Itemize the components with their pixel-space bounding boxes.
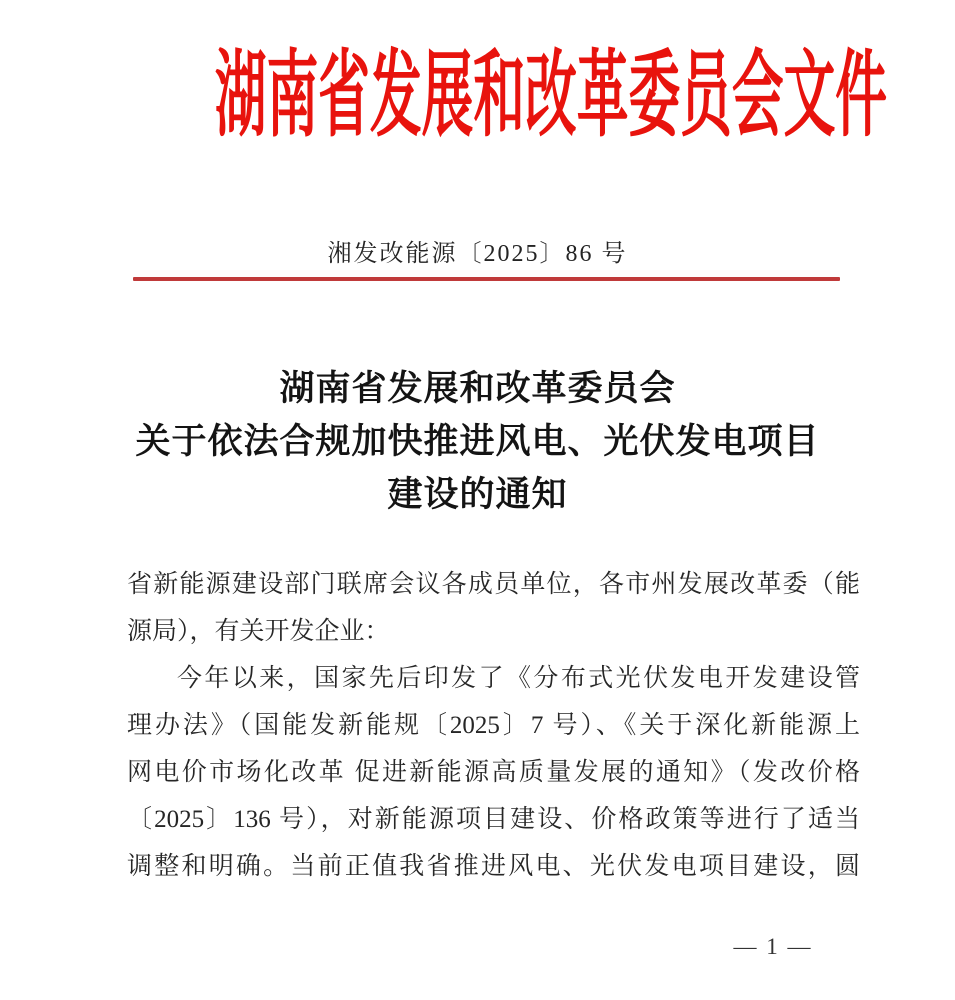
document-body <box>127 561 860 890</box>
body-line-paragraph-2: 理办法》（国能发新能规〔2025〕7 号）、《关于深化新能源上 <box>127 712 860 739</box>
body-line-addressee-2: 源局），有关开发企业： <box>127 618 390 645</box>
red-divider-line <box>133 277 840 281</box>
red-header-org-title: 湖南省发展和改革委员会文件 <box>214 44 887 148</box>
document-title-line-2: 关于依法合规加快推进风电、光伏发电项目 <box>135 422 820 461</box>
body-line-paragraph-3: 网电价市场化改革 促进新能源高质量发展的通知》（发改价格 <box>127 759 860 786</box>
body-line-paragraph-5: 调整和明确。当前正值我省推进风电、光伏发电项目建设，圆 <box>127 853 860 880</box>
body-line-paragraph-4: 〔2025〕136 号），对新能源项目建设、价格政策等进行了适当 <box>127 806 860 833</box>
document-title-line-3: 建设的通知 <box>387 475 568 514</box>
page-number: — 1 — <box>733 934 813 959</box>
document-title-line-1: 湖南省发展和改革委员会 <box>279 369 676 408</box>
body-line-paragraph-1: 今年以来，国家先后印发了《分布式光伏发电开发建设管 <box>177 665 860 692</box>
document-title <box>0 362 955 521</box>
document-number: 湘发改能源〔2025〕86 号 <box>327 241 628 267</box>
body-line-addressee-1: 省新能源建设部门联席会议各成员单位，各市州发展改革委（能 <box>127 571 860 598</box>
